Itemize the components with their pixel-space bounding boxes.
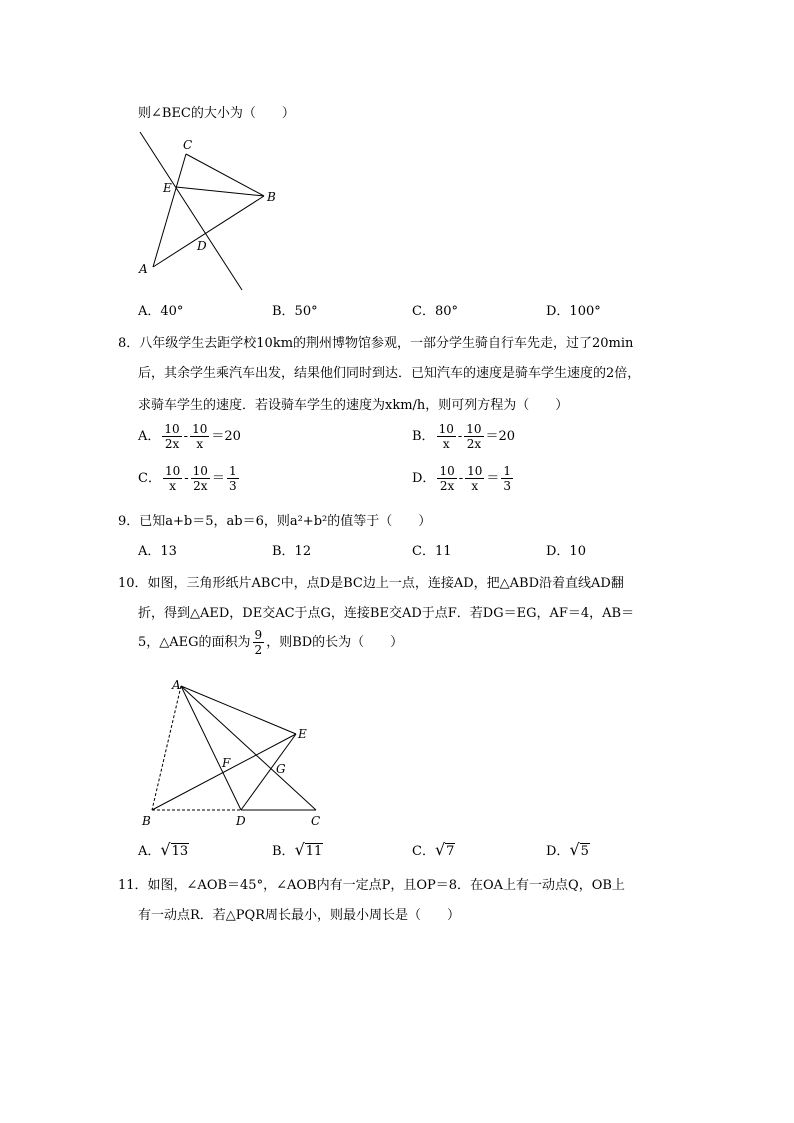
q10-label-G: G — [276, 762, 286, 776]
q7-option-c: C．80° — [412, 304, 458, 319]
q7-option-b: B．50° — [272, 304, 318, 319]
q7-label-A: A — [139, 262, 148, 276]
q8-line2: 后，其余学生乘汽车出发，结果他们同时到达．已知汽车的速度是骑车学生速度的2倍， — [138, 366, 641, 381]
q10-line3: 5，△AEG的面积为 $\frac{9}{2}$ ，则BD的长为（ ） — [138, 628, 404, 657]
q7-label-B: B — [267, 190, 276, 204]
q8-option-d: D． $\frac{10}{2x}$ - $\frac{10}{x}$ ＝ $\frac{1}{3}$ — [412, 464, 512, 493]
q10-label-A: A — [172, 678, 181, 692]
q7-stem-tail: 则∠BEC的大小为（ ） — [138, 106, 295, 121]
q9-option-b: B．12 — [272, 544, 312, 559]
q10-option-b: B． √ 11 — [272, 840, 323, 859]
q10-label-C: C — [311, 814, 321, 828]
q10-label-D: D — [236, 814, 246, 828]
q11-line1: 11．如图，∠AOB＝45°，∠AOB内有一定点P，且OP＝8．在OA上有一动点Q，OB上 — [118, 878, 625, 893]
q10-option-d: D． √ 5 — [546, 840, 589, 859]
q10-figure — [138, 675, 338, 835]
q10-line1: 10．如图，三角形纸片ABC中，点D是BC边上一点，连接AD，把△ABD沿着直线AD翻 — [118, 576, 624, 591]
q7-figure — [130, 130, 290, 295]
q9-option-d: D．10 — [546, 544, 586, 559]
q10-label-E: E — [298, 727, 307, 741]
q10-option-c: C． √ 7 — [412, 840, 455, 859]
q8-option-b: B． $\frac{10}{x}$ - $\frac{10}{2x}$ ＝20 — [412, 422, 516, 451]
q8-option-a: A． $\frac{10}{2x}$ - $\frac{10}{x}$ ＝20 — [138, 422, 241, 451]
q7-label-C: C — [183, 138, 193, 152]
q10-option-a: A． √ 13 — [138, 840, 189, 859]
q9-stem: 9．已知a+b＝5，ab＝6，则a²+b²的值等于（ ） — [118, 514, 432, 529]
q10-label-F: F — [222, 756, 231, 770]
q10-label-B: B — [142, 814, 151, 828]
q8-option-c: C． $\frac{10}{x}$ - $\frac{10}{2x}$ ＝ $\frac{1}{3}$ — [138, 464, 237, 493]
q8-line1: 8．八年级学生去距学校10km的荆州博物馆参观，一部分学生骑自行车先走，过了20min — [118, 336, 634, 351]
q9-option-a: A．13 — [138, 544, 177, 559]
q10-line2: 折，得到△AED，DE交AC于点G，连接BE交AD于点F．若DG＝EG，AF＝4，AB＝ — [138, 606, 635, 621]
q7-label-D: D — [197, 239, 207, 253]
q7-label-E: E — [163, 181, 172, 195]
q8-line3: 求骑车学生的速度．若设骑车学生的速度为xkm/h，则可列方程为（ ） — [138, 398, 569, 413]
q9-option-c: C．11 — [412, 544, 452, 559]
q11-line2: 有一动点R．若△PQR周长最小，则最小周长是（ ） — [138, 908, 460, 923]
q7-option-d: D．100° — [546, 304, 601, 319]
q7-option-a: A．40° — [138, 304, 184, 319]
